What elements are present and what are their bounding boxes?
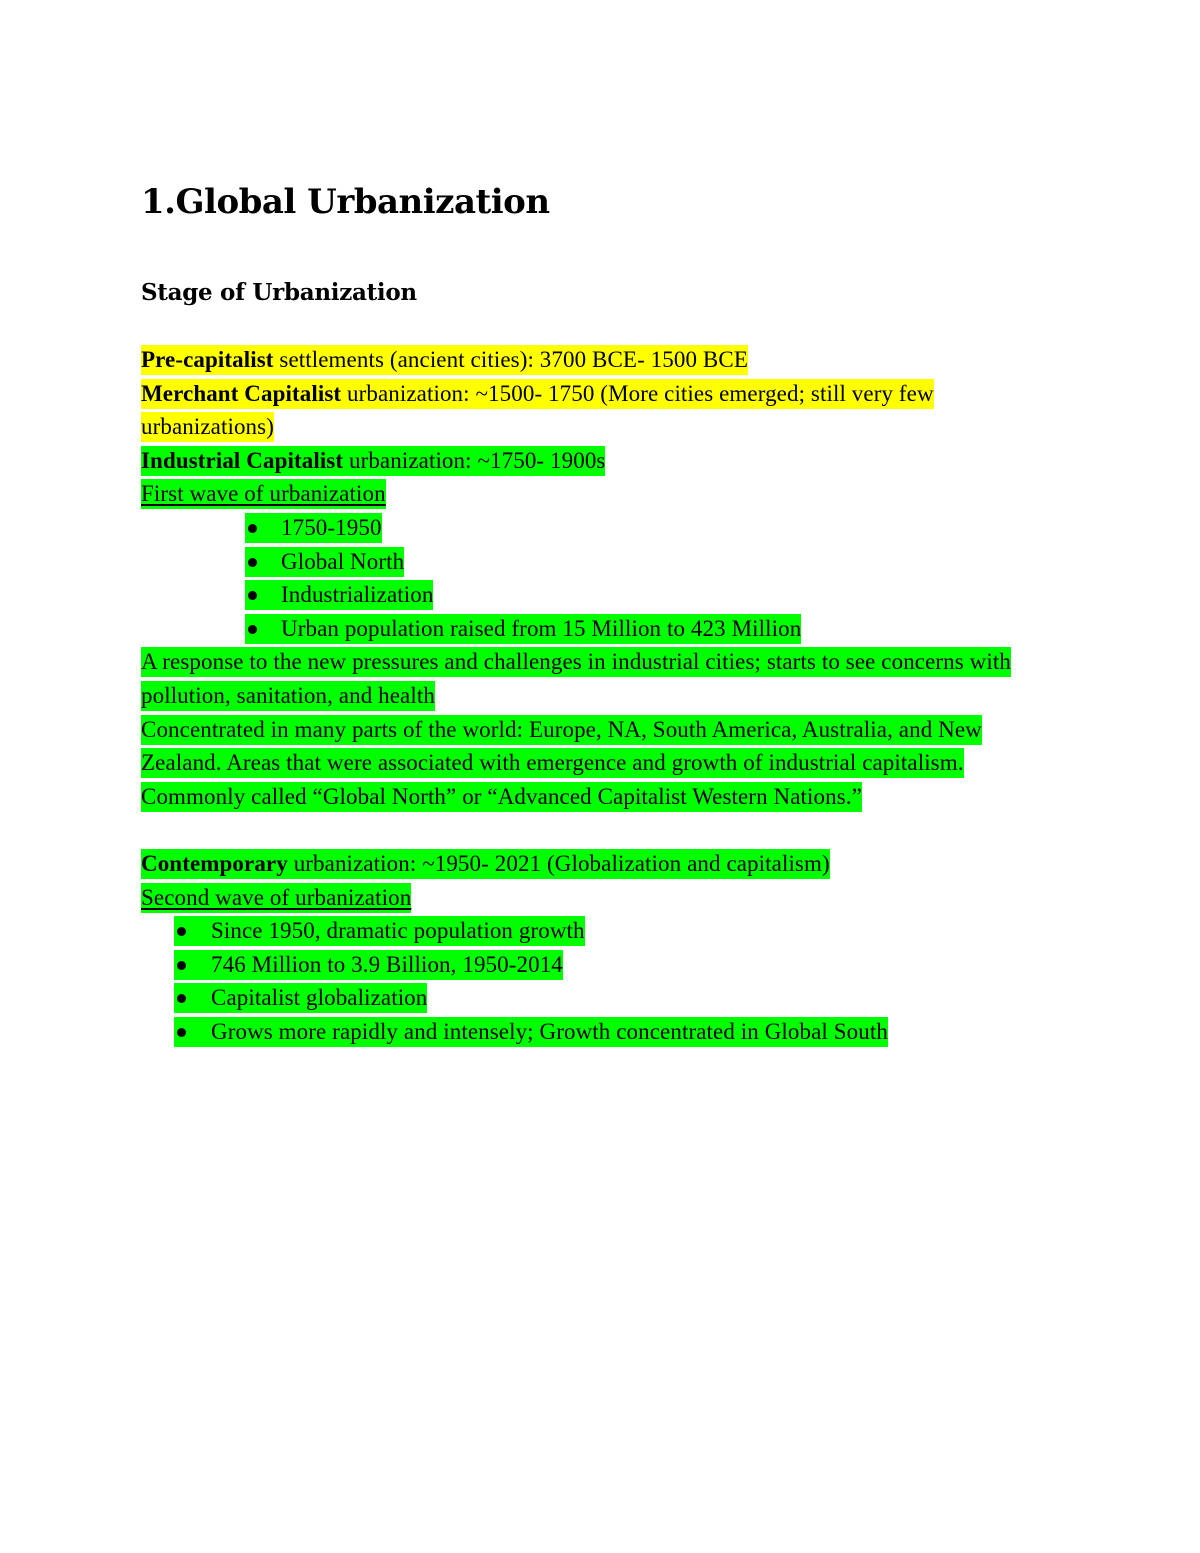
merchant-desc: urbanization: ~1500- 1750 (More cities emerged; still very few urbanizations) (141, 380, 934, 440)
precapitalist-desc: settlements (ancient cities): 3700 BCE- 1500 BCE (273, 347, 748, 372)
bullet-icon (248, 524, 257, 533)
second-wave-label-line (141, 881, 1061, 915)
contemporary-term: Contemporary (141, 850, 288, 876)
industrial-line (141, 444, 1061, 478)
precapitalist-line (141, 343, 1061, 377)
list-item: Industrialization (141, 578, 1061, 612)
contemporary-desc: urbanization: ~1950- 2021 (Globalization and capitalism) (287, 850, 830, 876)
industrial-term: Industrial Capitalist (141, 447, 344, 473)
list-item: Grows more rapidly and intensely; Growth concentrated in Global South (141, 1015, 1061, 1049)
industrial-highlight (141, 446, 605, 476)
precapitalist-highlight (141, 345, 748, 375)
list-item: Urban population raised from 15 Million to 423 Million (141, 612, 1061, 646)
blank-line (141, 813, 1061, 847)
first-wave-list (141, 511, 1061, 645)
document-body (141, 343, 1061, 1048)
industrial-regions-paragraph: Concentrated in many parts of the world: Europe, NA, South America, Australia, and New Zealand. Areas that were associated with emergence and growth of industrial capitalism. Commonly called “Global North” or “Advanced Capitalist Western Nations.” (141, 713, 1061, 814)
second-wave-list (141, 914, 1061, 1048)
merchant-highlight (141, 379, 934, 443)
industrial-desc: urbanization: ~1750- 1900s (343, 447, 606, 473)
list-item: Since 1950, dramatic population growth (141, 914, 1061, 948)
bullet-icon (177, 1028, 186, 1037)
document-title: 1.Global Urbanization (141, 182, 550, 222)
list-item: Global North (141, 545, 1061, 579)
document-content (141, 178, 1061, 1048)
list-item: 1750-1950 (141, 511, 1061, 545)
first-wave-label: First wave of urbanization (141, 479, 386, 509)
list-item: Capitalist globalization (141, 981, 1061, 1015)
contemporary-line (141, 847, 1061, 881)
list-item: 746 Million to 3.9 Billion, 1950-2014 (141, 948, 1061, 982)
industrial-response-paragraph: A response to the new pressures and challenges in industrial cities; starts to see concerns with pollution, sanitation, and health (141, 645, 1061, 712)
first-wave-label-line (141, 477, 1061, 511)
merchant-line (141, 377, 1061, 444)
bullet-icon (177, 961, 186, 970)
second-wave-label: Second wave of urbanization (141, 883, 411, 913)
precapitalist-term: Pre-capitalist (141, 347, 274, 372)
bullet-icon (248, 558, 257, 567)
merchant-term: Merchant Capitalist (141, 380, 342, 406)
section-heading: Stage of Urbanization (141, 279, 417, 306)
bullet-icon (248, 625, 257, 634)
contemporary-highlight (141, 849, 830, 879)
